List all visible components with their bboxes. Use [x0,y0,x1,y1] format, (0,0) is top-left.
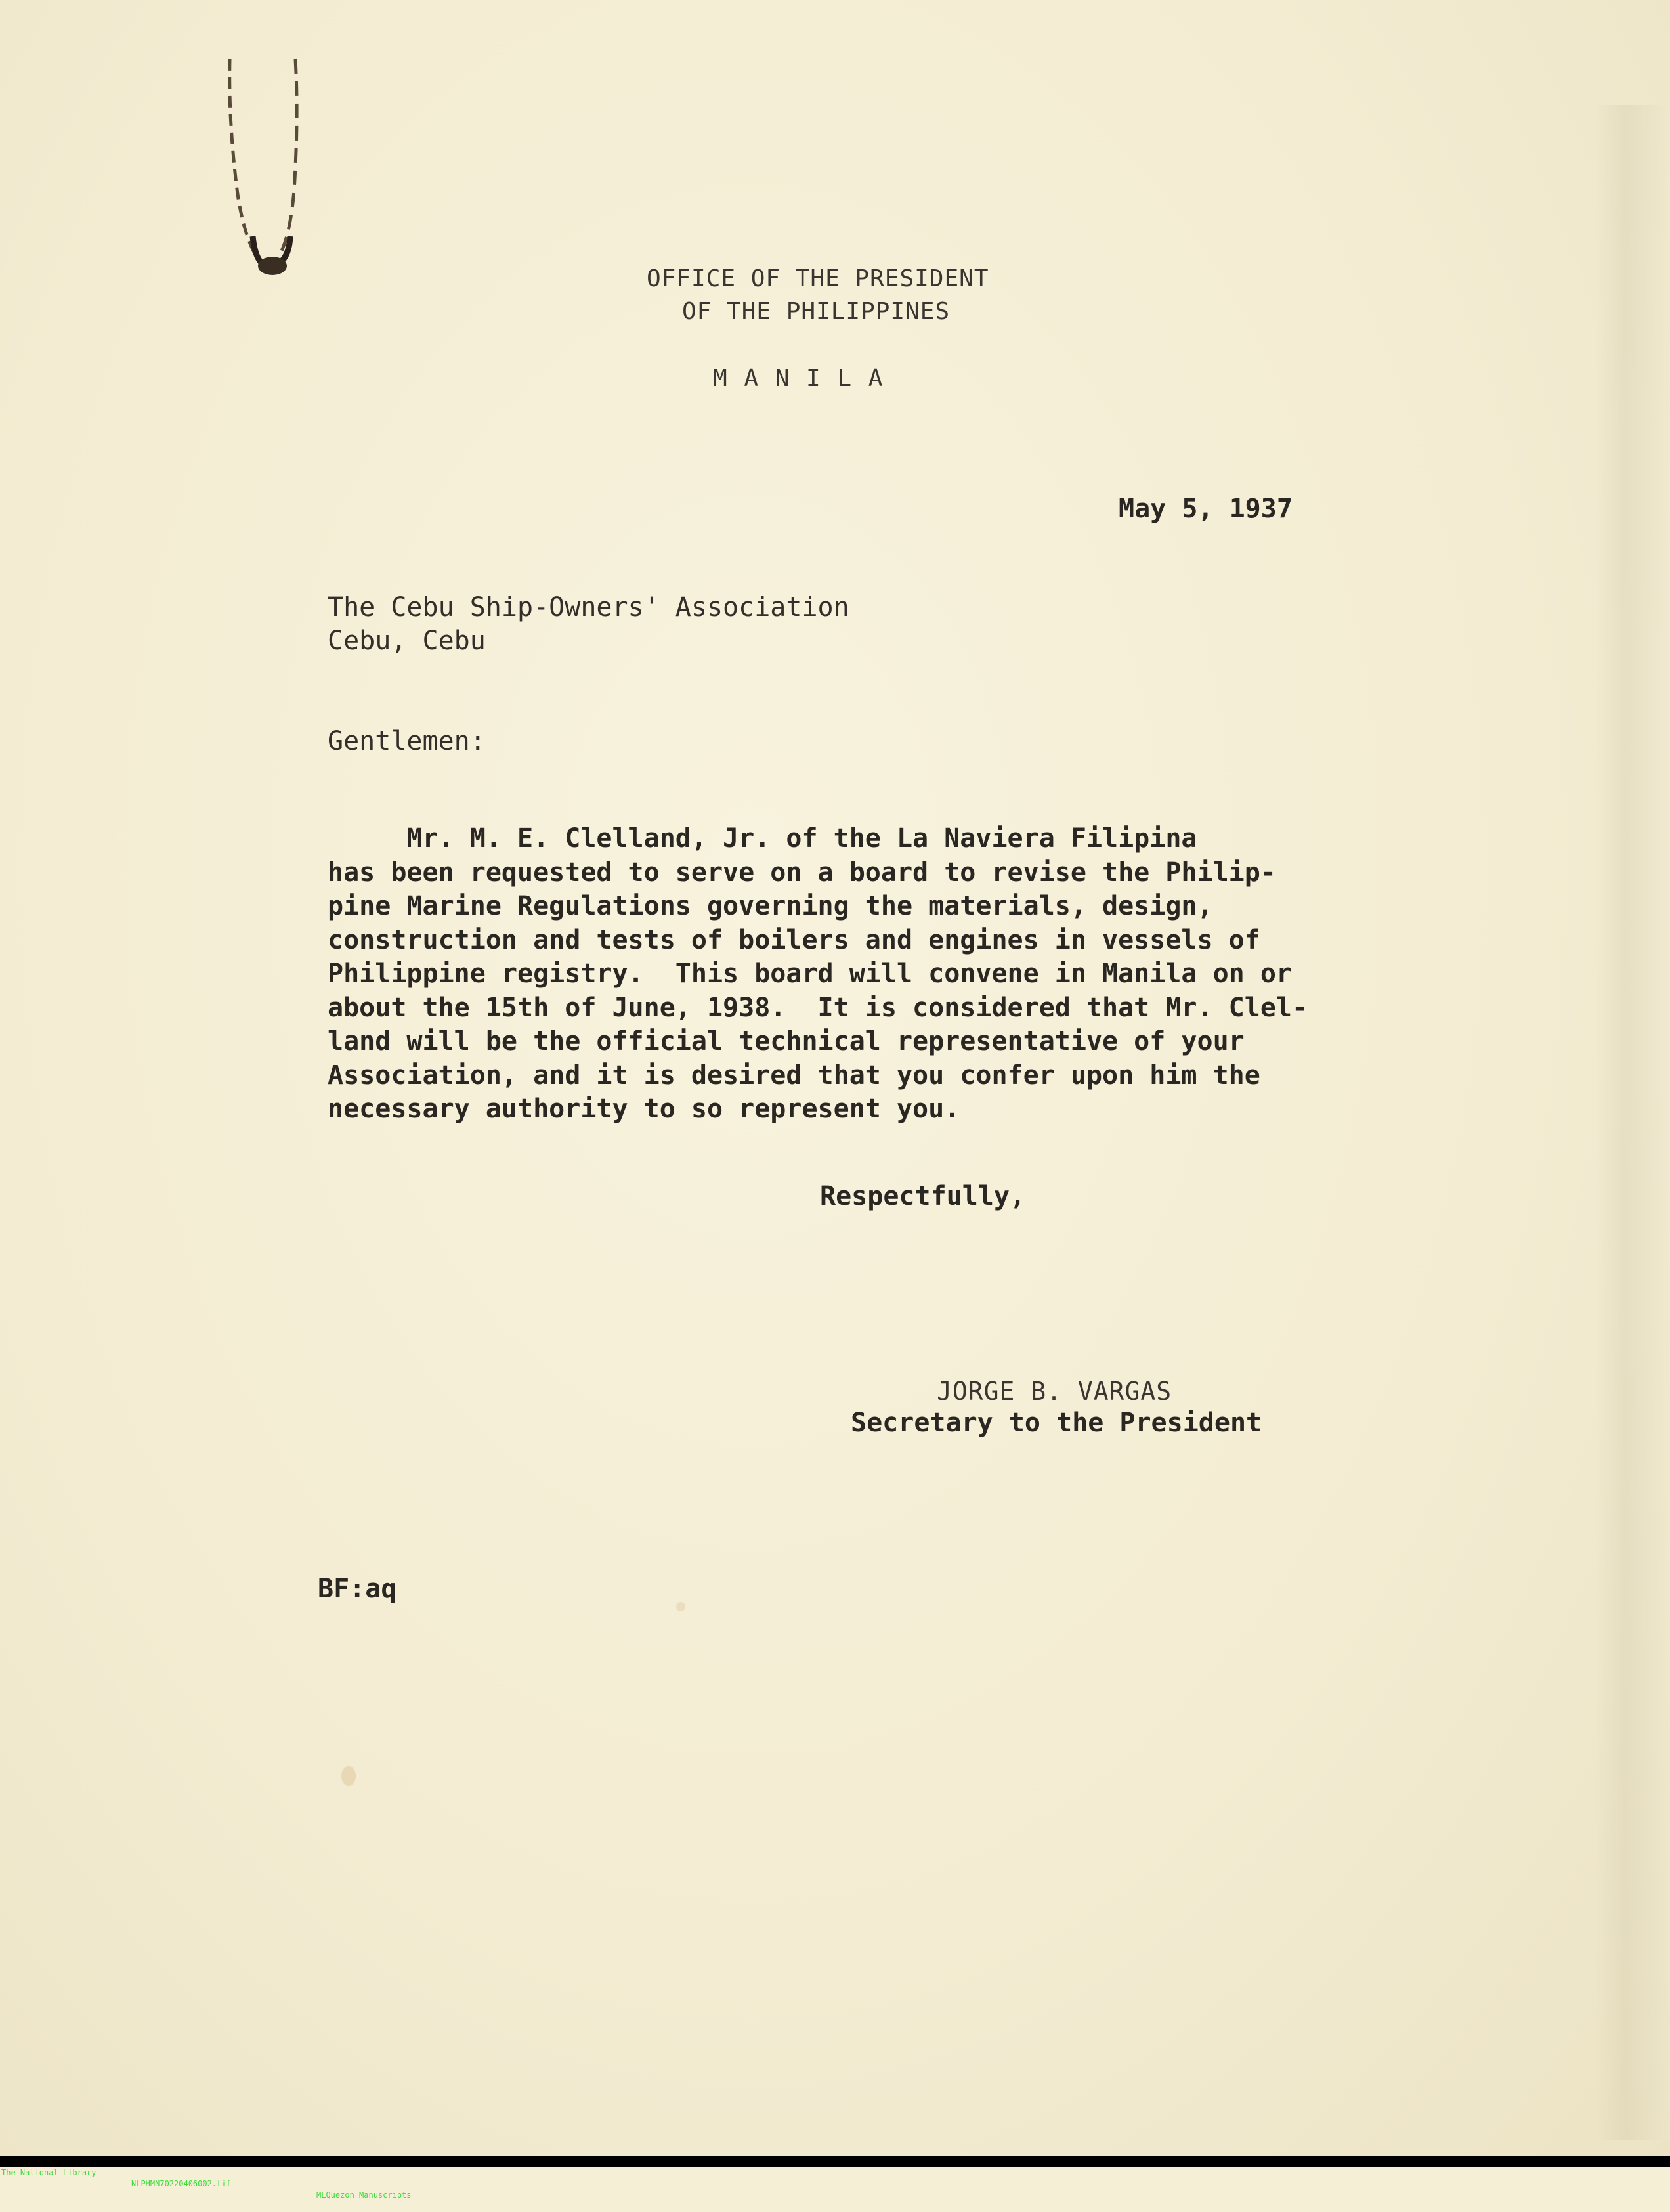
body-line: necessary authority to so represent you. [328,1094,960,1124]
page-edge-shadow [1595,105,1670,2140]
salutation: Gentlemen: [328,726,486,756]
letterhead-city: M A N I L A [713,365,884,392]
body-line: land will be the official technical representative of your [328,1026,1245,1056]
addressee-location: Cebu, Cebu [328,626,486,656]
body-line: Philippine registry. This board will convene in Manila on or [328,959,1293,989]
staple-mark [217,39,328,289]
footer-collection: MLQuezon Manuscripts [316,2190,412,2200]
body-line: Mr. M. E. Clelland, Jr. of the La Naviera Filipina [328,823,1197,854]
body-line: Association, and it is desired that you confer upon him the [328,1060,1260,1091]
letterhead-line-1: OFFICE OF THE PRESIDENT [647,265,989,292]
signature-name: JORGE B. VARGAS [937,1377,1172,1406]
signature-title: Secretary to the President [851,1408,1262,1438]
paper-stain [341,1766,356,1786]
body-line: has been requested to serve on a board to revise the Philip- [328,857,1276,888]
body-line: about the 15th of June, 1938. It is considered that Mr. Clel- [328,992,1308,1023]
footer-institution: The National Library [1,2168,96,2177]
letterhead-line-2: OF THE PHILIPPINES [682,298,951,325]
closing: Respectfully, [820,1181,1026,1211]
body-line: pine Marine Regulations governing the materials, design, [328,891,1213,921]
paper-stain [676,1602,685,1611]
letter-date: May 5, 1937 [1119,494,1293,524]
footer-file: NLPHMN70220406002.tif [131,2179,231,2188]
archive-footer [0,2156,1670,2200]
addressee-name: The Cebu Ship-Owners' Association [328,592,849,622]
reference-initials: BF:aq [318,1574,397,1604]
letter-body [328,822,1308,1127]
body-line: construction and tests of boilers and engines in vessels of [328,924,1260,955]
